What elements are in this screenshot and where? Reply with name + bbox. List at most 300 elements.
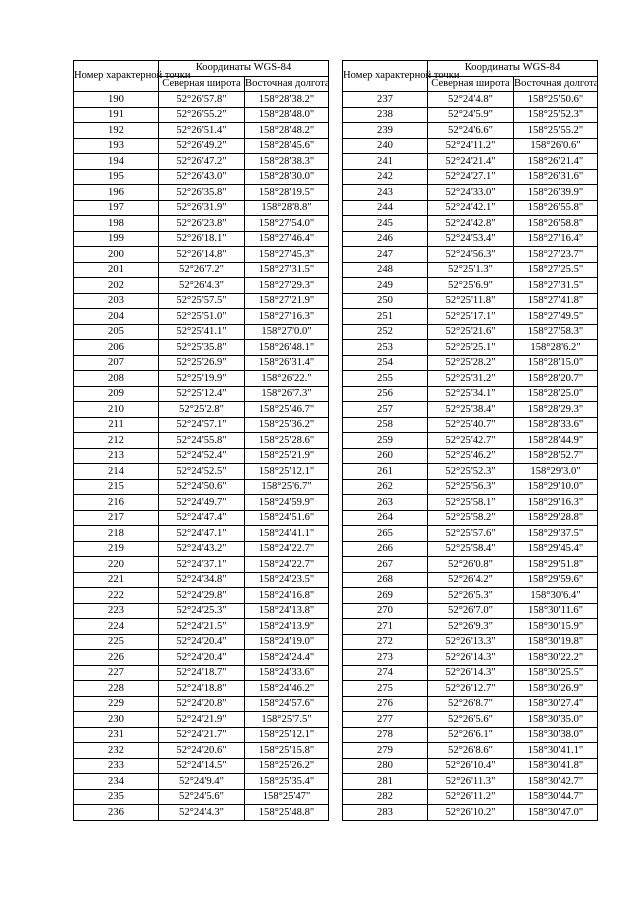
table-row bbox=[74, 743, 329, 759]
point-number-cell: 196 bbox=[74, 185, 159, 201]
latitude-cell: 52°24'20.6" bbox=[159, 743, 245, 759]
point-number-cell: 214 bbox=[74, 464, 159, 480]
table-row bbox=[343, 541, 598, 557]
table-row bbox=[74, 603, 329, 619]
table-row bbox=[74, 309, 329, 325]
longitude-cell: 158°27'41.8" bbox=[514, 293, 598, 309]
latitude-cell: 52°24'21.5" bbox=[159, 619, 245, 635]
latitude-cell: 52°25'51.0" bbox=[159, 309, 245, 325]
point-number-cell: 204 bbox=[74, 309, 159, 325]
table-row bbox=[74, 138, 329, 154]
table-row bbox=[74, 541, 329, 557]
latitude-cell: 52°26'4.2" bbox=[428, 572, 514, 588]
point-number-cell: 198 bbox=[74, 216, 159, 232]
longitude-cell: 158°29'51.8" bbox=[514, 557, 598, 573]
latitude-cell: 52°26'0.8" bbox=[428, 557, 514, 573]
latitude-cell: 52°26'14.3" bbox=[428, 665, 514, 681]
point-number-cell: 206 bbox=[74, 340, 159, 356]
longitude-cell: 158°25'7.5" bbox=[245, 712, 329, 728]
latitude-cell: 52°25'35.8" bbox=[159, 340, 245, 356]
point-number-cell: 250 bbox=[343, 293, 428, 309]
header-latitude: Северная широта bbox=[428, 76, 514, 92]
longitude-cell: 158°26'22." bbox=[245, 371, 329, 387]
longitude-cell: 158°24'19.0" bbox=[245, 634, 329, 650]
point-number-cell: 222 bbox=[74, 588, 159, 604]
table-row bbox=[343, 650, 598, 666]
latitude-cell: 52°24'14.5" bbox=[159, 758, 245, 774]
longitude-cell: 158°24'57.6" bbox=[245, 696, 329, 712]
table-row bbox=[74, 650, 329, 666]
point-number-cell: 226 bbox=[74, 650, 159, 666]
point-number-cell: 266 bbox=[343, 541, 428, 557]
point-number-cell: 208 bbox=[74, 371, 159, 387]
longitude-cell: 158°25'28.6" bbox=[245, 433, 329, 449]
table-row bbox=[343, 92, 598, 108]
table-row bbox=[74, 216, 329, 232]
latitude-cell: 52°24'27.1" bbox=[428, 169, 514, 185]
table-row bbox=[343, 448, 598, 464]
latitude-cell: 52°24'29.8" bbox=[159, 588, 245, 604]
latitude-cell: 52°24'4.3" bbox=[159, 805, 245, 821]
latitude-cell: 52°25'21.6" bbox=[428, 324, 514, 340]
table-row bbox=[343, 681, 598, 697]
latitude-cell: 52°24'5.9" bbox=[428, 107, 514, 123]
latitude-cell: 52°26'31.9" bbox=[159, 200, 245, 216]
longitude-cell: 158°30'41.1" bbox=[514, 743, 598, 759]
table-row bbox=[74, 417, 329, 433]
point-number-cell: 268 bbox=[343, 572, 428, 588]
longitude-cell: 158°26'31.6" bbox=[514, 169, 598, 185]
coordinates-table-left bbox=[73, 60, 329, 821]
longitude-cell: 158°26'21.4" bbox=[514, 154, 598, 170]
table-row bbox=[343, 216, 598, 232]
latitude-cell: 52°25'19.9" bbox=[159, 371, 245, 387]
table-row bbox=[343, 355, 598, 371]
latitude-cell: 52°24'43.2" bbox=[159, 541, 245, 557]
point-number-cell: 246 bbox=[343, 231, 428, 247]
point-number-cell: 252 bbox=[343, 324, 428, 340]
table-row bbox=[343, 123, 598, 139]
point-number-cell: 220 bbox=[74, 557, 159, 573]
longitude-cell: 158°30'41.8" bbox=[514, 758, 598, 774]
longitude-cell: 158°29'10.0" bbox=[514, 479, 598, 495]
latitude-cell: 52°25'42.7" bbox=[428, 433, 514, 449]
latitude-cell: 52°25'56.3" bbox=[428, 479, 514, 495]
header-latitude: Северная широта bbox=[159, 76, 245, 92]
point-number-cell: 247 bbox=[343, 247, 428, 263]
latitude-cell: 52°24'9.4" bbox=[159, 774, 245, 790]
latitude-cell: 52°24'55.8" bbox=[159, 433, 245, 449]
point-number-cell: 203 bbox=[74, 293, 159, 309]
table-row bbox=[343, 619, 598, 635]
longitude-cell: 158°25'46.7" bbox=[245, 402, 329, 418]
latitude-cell: 52°25'52.3" bbox=[428, 464, 514, 480]
latitude-cell: 52°24'33.0" bbox=[428, 185, 514, 201]
table-row bbox=[343, 200, 598, 216]
table-row bbox=[74, 247, 329, 263]
table-row bbox=[343, 324, 598, 340]
table-row bbox=[74, 231, 329, 247]
header-point-number: Номер характерной точки bbox=[74, 61, 159, 92]
latitude-cell: 52°26'35.8" bbox=[159, 185, 245, 201]
table-row bbox=[343, 464, 598, 480]
latitude-cell: 52°25'58.1" bbox=[428, 495, 514, 511]
longitude-cell: 158°24'22.7" bbox=[245, 541, 329, 557]
latitude-cell: 52°26'51.4" bbox=[159, 123, 245, 139]
latitude-cell: 52°24'56.3" bbox=[428, 247, 514, 263]
point-number-cell: 191 bbox=[74, 107, 159, 123]
longitude-cell: 158°27'23.7" bbox=[514, 247, 598, 263]
longitude-cell: 158°25'21.9" bbox=[245, 448, 329, 464]
longitude-cell: 158°30'38.0" bbox=[514, 727, 598, 743]
longitude-cell: 158°25'26.2" bbox=[245, 758, 329, 774]
point-number-cell: 237 bbox=[343, 92, 428, 108]
table-row bbox=[74, 789, 329, 805]
longitude-cell: 158°24'13.8" bbox=[245, 603, 329, 619]
latitude-cell: 52°24'21.4" bbox=[428, 154, 514, 170]
latitude-cell: 52°26'18.1" bbox=[159, 231, 245, 247]
longitude-cell: 158°28'44.9" bbox=[514, 433, 598, 449]
longitude-cell: 158°29'45.4" bbox=[514, 541, 598, 557]
longitude-cell: 158°25'48.8" bbox=[245, 805, 329, 821]
latitude-cell: 52°25'11.8" bbox=[428, 293, 514, 309]
longitude-cell: 158°30'26.9" bbox=[514, 681, 598, 697]
latitude-cell: 52°24'5.6" bbox=[159, 789, 245, 805]
latitude-cell: 52°25'6.9" bbox=[428, 278, 514, 294]
table-row bbox=[74, 324, 329, 340]
latitude-cell: 52°26'43.0" bbox=[159, 169, 245, 185]
longitude-cell: 158°25'36.2" bbox=[245, 417, 329, 433]
table-row bbox=[74, 262, 329, 278]
latitude-cell: 52°26'12.7" bbox=[428, 681, 514, 697]
point-number-cell: 238 bbox=[343, 107, 428, 123]
longitude-cell: 158°28'45.6" bbox=[245, 138, 329, 154]
point-number-cell: 243 bbox=[343, 185, 428, 201]
longitude-cell: 158°29'59.6" bbox=[514, 572, 598, 588]
point-number-cell: 212 bbox=[74, 433, 159, 449]
table-row bbox=[343, 774, 598, 790]
point-number-cell: 283 bbox=[343, 805, 428, 821]
longitude-cell: 158°30'47.0" bbox=[514, 805, 598, 821]
latitude-cell: 52°26'10.2" bbox=[428, 805, 514, 821]
longitude-cell: 158°24'51.6" bbox=[245, 510, 329, 526]
point-number-cell: 239 bbox=[343, 123, 428, 139]
table-row bbox=[74, 169, 329, 185]
table-row bbox=[343, 588, 598, 604]
point-number-cell: 199 bbox=[74, 231, 159, 247]
latitude-cell: 52°25'41.1" bbox=[159, 324, 245, 340]
longitude-cell: 158°24'13.9" bbox=[245, 619, 329, 635]
point-number-cell: 234 bbox=[74, 774, 159, 790]
latitude-cell: 52°26'11.3" bbox=[428, 774, 514, 790]
point-number-cell: 276 bbox=[343, 696, 428, 712]
longitude-cell: 158°28'38.3" bbox=[245, 154, 329, 170]
table-row bbox=[343, 293, 598, 309]
latitude-cell: 52°24'34.8" bbox=[159, 572, 245, 588]
point-number-cell: 201 bbox=[74, 262, 159, 278]
table-row bbox=[343, 154, 598, 170]
point-number-cell: 275 bbox=[343, 681, 428, 697]
point-number-cell: 257 bbox=[343, 402, 428, 418]
table-row bbox=[74, 495, 329, 511]
table-row bbox=[74, 479, 329, 495]
table-row bbox=[343, 805, 598, 821]
latitude-cell: 52°26'7.2" bbox=[159, 262, 245, 278]
latitude-cell: 52°24'20.8" bbox=[159, 696, 245, 712]
point-number-cell: 200 bbox=[74, 247, 159, 263]
table-row bbox=[343, 572, 598, 588]
table-row bbox=[343, 665, 598, 681]
point-number-cell: 242 bbox=[343, 169, 428, 185]
point-number-cell: 228 bbox=[74, 681, 159, 697]
table-row bbox=[74, 448, 329, 464]
table-row bbox=[343, 433, 598, 449]
latitude-cell: 52°25'17.1" bbox=[428, 309, 514, 325]
table-row bbox=[343, 340, 598, 356]
point-number-cell: 207 bbox=[74, 355, 159, 371]
table-row bbox=[343, 712, 598, 728]
table-row bbox=[74, 619, 329, 635]
longitude-cell: 158°28'48.0" bbox=[245, 107, 329, 123]
latitude-cell: 52°24'42.8" bbox=[428, 216, 514, 232]
latitude-cell: 52°25'58.2" bbox=[428, 510, 514, 526]
longitude-cell: 158°28'20.7" bbox=[514, 371, 598, 387]
longitude-cell: 158°28'38.2" bbox=[245, 92, 329, 108]
longitude-cell: 158°30'27.4" bbox=[514, 696, 598, 712]
point-number-cell: 218 bbox=[74, 526, 159, 542]
table-row bbox=[343, 169, 598, 185]
point-number-cell: 264 bbox=[343, 510, 428, 526]
point-number-cell: 215 bbox=[74, 479, 159, 495]
longitude-cell: 158°25'47" bbox=[245, 789, 329, 805]
point-number-cell: 249 bbox=[343, 278, 428, 294]
longitude-cell: 158°30'44.7" bbox=[514, 789, 598, 805]
point-number-cell: 213 bbox=[74, 448, 159, 464]
point-number-cell: 251 bbox=[343, 309, 428, 325]
longitude-cell: 158°26'58.8" bbox=[514, 216, 598, 232]
latitude-cell: 52°26'8.7" bbox=[428, 696, 514, 712]
point-number-cell: 216 bbox=[74, 495, 159, 511]
point-number-cell: 254 bbox=[343, 355, 428, 371]
latitude-cell: 52°24'4.8" bbox=[428, 92, 514, 108]
table-row bbox=[343, 247, 598, 263]
point-number-cell: 202 bbox=[74, 278, 159, 294]
coordinates-table-right bbox=[342, 60, 598, 821]
point-number-cell: 219 bbox=[74, 541, 159, 557]
longitude-cell: 158°26'31.4" bbox=[245, 355, 329, 371]
latitude-cell: 52°24'53.4" bbox=[428, 231, 514, 247]
longitude-cell: 158°25'12.1" bbox=[245, 464, 329, 480]
longitude-cell: 158°28'29.3" bbox=[514, 402, 598, 418]
table-row bbox=[343, 386, 598, 402]
longitude-cell: 158°24'46.2" bbox=[245, 681, 329, 697]
table-row bbox=[74, 154, 329, 170]
table-row bbox=[74, 464, 329, 480]
latitude-cell: 52°26'5.6" bbox=[428, 712, 514, 728]
longitude-cell: 158°24'41.1" bbox=[245, 526, 329, 542]
table-row bbox=[74, 278, 329, 294]
point-number-cell: 258 bbox=[343, 417, 428, 433]
latitude-cell: 52°26'55.2" bbox=[159, 107, 245, 123]
table-row bbox=[74, 185, 329, 201]
latitude-cell: 52°24'49.7" bbox=[159, 495, 245, 511]
point-number-cell: 261 bbox=[343, 464, 428, 480]
point-number-cell: 260 bbox=[343, 448, 428, 464]
longitude-cell: 158°28'33.6" bbox=[514, 417, 598, 433]
longitude-cell: 158°27'31.5" bbox=[514, 278, 598, 294]
table-row bbox=[343, 402, 598, 418]
table-row bbox=[343, 479, 598, 495]
latitude-cell: 52°25'57.5" bbox=[159, 293, 245, 309]
longitude-cell: 158°30'42.7" bbox=[514, 774, 598, 790]
table-row bbox=[343, 758, 598, 774]
longitude-cell: 158°27'46.4" bbox=[245, 231, 329, 247]
table-row bbox=[74, 712, 329, 728]
table-row bbox=[343, 138, 598, 154]
latitude-cell: 52°25'2.8" bbox=[159, 402, 245, 418]
latitude-cell: 52°24'52.5" bbox=[159, 464, 245, 480]
longitude-cell: 158°30'25.5" bbox=[514, 665, 598, 681]
point-number-cell: 235 bbox=[74, 789, 159, 805]
longitude-cell: 158°30'6.4" bbox=[514, 588, 598, 604]
table-row bbox=[74, 92, 329, 108]
point-number-cell: 277 bbox=[343, 712, 428, 728]
latitude-cell: 52°24'52.4" bbox=[159, 448, 245, 464]
table-row bbox=[343, 262, 598, 278]
latitude-cell: 52°25'38.4" bbox=[428, 402, 514, 418]
latitude-cell: 52°24'42.1" bbox=[428, 200, 514, 216]
longitude-cell: 158°30'11.6" bbox=[514, 603, 598, 619]
point-number-cell: 193 bbox=[74, 138, 159, 154]
point-number-cell: 233 bbox=[74, 758, 159, 774]
point-number-cell: 253 bbox=[343, 340, 428, 356]
table-row bbox=[343, 371, 598, 387]
longitude-cell: 158°24'24.4" bbox=[245, 650, 329, 666]
longitude-cell: 158°28'48.2" bbox=[245, 123, 329, 139]
point-number-cell: 279 bbox=[343, 743, 428, 759]
longitude-cell: 158°27'16.4" bbox=[514, 231, 598, 247]
header-coordinates: Координаты WGS-84 bbox=[428, 61, 598, 77]
point-number-cell: 280 bbox=[343, 758, 428, 774]
latitude-cell: 52°24'21.9" bbox=[159, 712, 245, 728]
table-body-left bbox=[74, 92, 329, 821]
point-number-cell: 282 bbox=[343, 789, 428, 805]
longitude-cell: 158°27'31.5" bbox=[245, 262, 329, 278]
latitude-cell: 52°26'14.8" bbox=[159, 247, 245, 263]
latitude-cell: 52°25'40.7" bbox=[428, 417, 514, 433]
longitude-cell: 158°24'22.7" bbox=[245, 557, 329, 573]
latitude-cell: 52°25'28.2" bbox=[428, 355, 514, 371]
point-number-cell: 248 bbox=[343, 262, 428, 278]
table-row bbox=[343, 185, 598, 201]
longitude-cell: 158°27'29.3" bbox=[245, 278, 329, 294]
header-point-number: Номер характерной точки bbox=[343, 61, 428, 92]
point-number-cell: 255 bbox=[343, 371, 428, 387]
table-row bbox=[74, 433, 329, 449]
table-row bbox=[74, 200, 329, 216]
longitude-cell: 158°27'25.5" bbox=[514, 262, 598, 278]
table-row bbox=[74, 696, 329, 712]
point-number-cell: 244 bbox=[343, 200, 428, 216]
table-row bbox=[74, 572, 329, 588]
point-number-cell: 272 bbox=[343, 634, 428, 650]
table-row bbox=[74, 510, 329, 526]
longitude-cell: 158°25'12.1" bbox=[245, 727, 329, 743]
longitude-cell: 158°30'35.0" bbox=[514, 712, 598, 728]
point-number-cell: 263 bbox=[343, 495, 428, 511]
longitude-cell: 158°25'50.6" bbox=[514, 92, 598, 108]
table-row bbox=[74, 355, 329, 371]
longitude-cell: 158°24'16.8" bbox=[245, 588, 329, 604]
latitude-cell: 52°24'47.4" bbox=[159, 510, 245, 526]
table-row bbox=[74, 665, 329, 681]
point-number-cell: 227 bbox=[74, 665, 159, 681]
table-row bbox=[74, 340, 329, 356]
longitude-cell: 158°24'33.6" bbox=[245, 665, 329, 681]
longitude-cell: 158°28'52.7" bbox=[514, 448, 598, 464]
point-number-cell: 241 bbox=[343, 154, 428, 170]
point-number-cell: 223 bbox=[74, 603, 159, 619]
longitude-cell: 158°25'52.3" bbox=[514, 107, 598, 123]
latitude-cell: 52°25'12.4" bbox=[159, 386, 245, 402]
longitude-cell: 158°25'15.8" bbox=[245, 743, 329, 759]
point-number-cell: 224 bbox=[74, 619, 159, 635]
longitude-cell: 158°26'0.6" bbox=[514, 138, 598, 154]
latitude-cell: 52°25'46.2" bbox=[428, 448, 514, 464]
table-row bbox=[74, 774, 329, 790]
latitude-cell: 52°24'18.7" bbox=[159, 665, 245, 681]
point-number-cell: 210 bbox=[74, 402, 159, 418]
latitude-cell: 52°25'25.1" bbox=[428, 340, 514, 356]
table-row bbox=[343, 526, 598, 542]
latitude-cell: 52°24'21.7" bbox=[159, 727, 245, 743]
header-longitude: Восточная долгота bbox=[514, 76, 598, 92]
latitude-cell: 52°24'11.2" bbox=[428, 138, 514, 154]
longitude-cell: 158°28'8.8" bbox=[245, 200, 329, 216]
latitude-cell: 52°26'47.2" bbox=[159, 154, 245, 170]
latitude-cell: 52°24'25.3" bbox=[159, 603, 245, 619]
table-row bbox=[343, 510, 598, 526]
header-longitude: Восточная долгота bbox=[245, 76, 329, 92]
latitude-cell: 52°24'47.1" bbox=[159, 526, 245, 542]
table-row bbox=[74, 727, 329, 743]
table-row bbox=[74, 371, 329, 387]
point-number-cell: 230 bbox=[74, 712, 159, 728]
latitude-cell: 52°24'50.6" bbox=[159, 479, 245, 495]
point-number-cell: 194 bbox=[74, 154, 159, 170]
longitude-cell: 158°29'28.8" bbox=[514, 510, 598, 526]
latitude-cell: 52°26'10.4" bbox=[428, 758, 514, 774]
longitude-cell: 158°27'58.3" bbox=[514, 324, 598, 340]
point-number-cell: 240 bbox=[343, 138, 428, 154]
point-number-cell: 267 bbox=[343, 557, 428, 573]
latitude-cell: 52°26'9.3" bbox=[428, 619, 514, 635]
table-row bbox=[343, 495, 598, 511]
longitude-cell: 158°26'39.9" bbox=[514, 185, 598, 201]
table-row bbox=[74, 588, 329, 604]
longitude-cell: 158°30'15.9" bbox=[514, 619, 598, 635]
table-row bbox=[343, 634, 598, 650]
longitude-cell: 158°24'23.5" bbox=[245, 572, 329, 588]
table-row bbox=[343, 278, 598, 294]
longitude-cell: 158°27'49.5" bbox=[514, 309, 598, 325]
table-row bbox=[343, 727, 598, 743]
latitude-cell: 52°24'20.4" bbox=[159, 634, 245, 650]
table-row bbox=[74, 557, 329, 573]
header-coordinates: Координаты WGS-84 bbox=[159, 61, 329, 77]
latitude-cell: 52°24'18.8" bbox=[159, 681, 245, 697]
longitude-cell: 158°26'48.1" bbox=[245, 340, 329, 356]
